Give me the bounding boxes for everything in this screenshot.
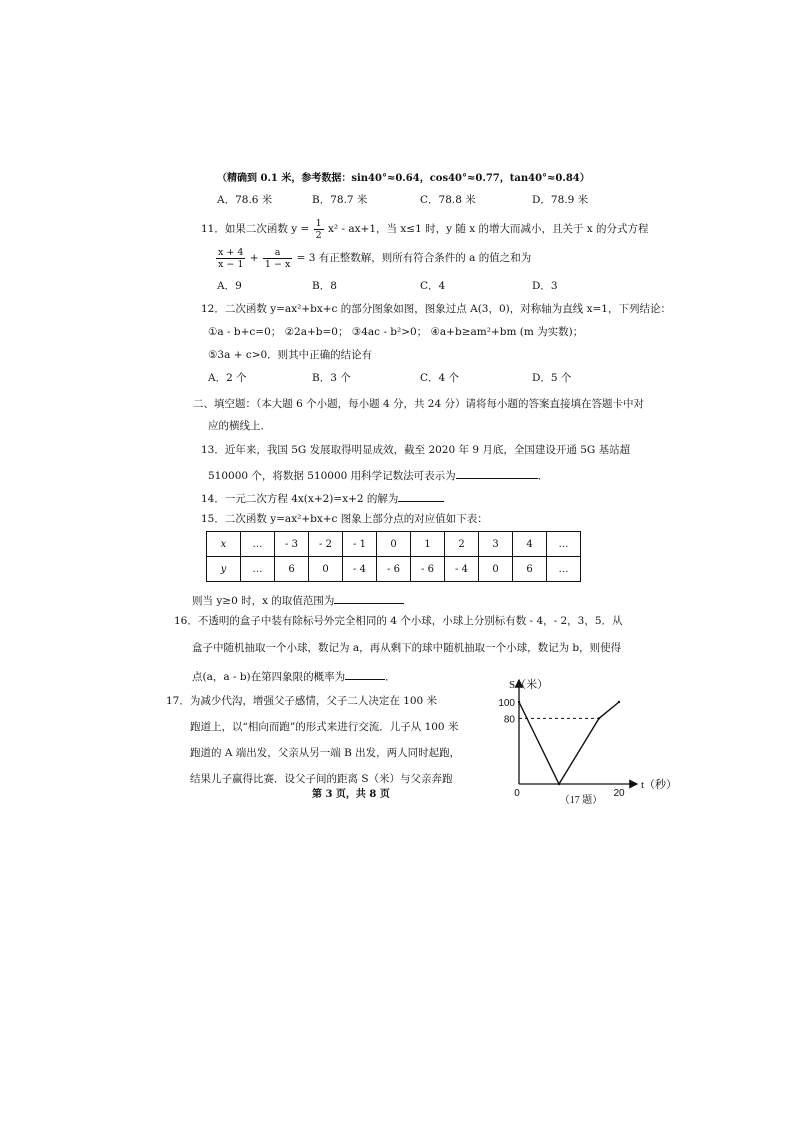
- chart-y-tick-100: 100: [498, 698, 515, 709]
- q11-frac2-den: 1 − x: [264, 258, 291, 270]
- table-cell: …: [241, 532, 275, 557]
- q15-stem: 15．二次函数 y=ax²+bx+c 图象上部分点的对应值如下表：: [201, 513, 488, 525]
- q17-distance-time-chart: [495, 672, 680, 804]
- chart-y-tick-80: 80: [503, 714, 515, 726]
- chart-caption: （17 题）: [559, 795, 603, 804]
- q11-stem: [201, 216, 649, 242]
- q12-line2: ①a - b+c=0； ②2a+b=0； ③4ac - b²>0； ④a+b≥am²+bm (m 为实数)；: [208, 326, 584, 338]
- table-cell: 2: [445, 532, 479, 557]
- q15-answer-blank[interactable]: [334, 592, 404, 604]
- q10-note: （精确到 0.1 米，参考数据：sin40°≈0.64，cos40°≈0.77，tan40°≈0.84）: [217, 173, 590, 184]
- q12-option-d: D．5 个: [532, 372, 572, 384]
- q10-option-d: D．78.9 米: [532, 194, 589, 206]
- table-cell: 0: [479, 557, 513, 582]
- q11-frac1-den: x − 1: [218, 258, 244, 270]
- q17-line3: 跑道的 A 端出发，父亲从另一端 B 出发，两人同时起跑，: [190, 747, 461, 759]
- q13-end: ．: [537, 470, 549, 482]
- q11-frac2-num: a: [263, 247, 292, 259]
- q11-option-c: C．4: [420, 280, 446, 292]
- table-row: [207, 532, 581, 557]
- q15-after: [192, 592, 404, 608]
- table-cell: 0: [309, 557, 343, 582]
- table-cell: …: [547, 557, 581, 582]
- table-cell: x: [207, 532, 241, 557]
- chart-point: [618, 701, 620, 703]
- table-cell: - 6: [377, 557, 411, 582]
- table-cell: - 2: [309, 532, 343, 557]
- q11-half-fraction: [314, 218, 324, 241]
- q12-option-b: B．3 个: [312, 372, 351, 384]
- table-cell: …: [241, 557, 275, 582]
- q14-text: 14．一元二次方程 4x(x+2)=x+2 的解为: [201, 493, 399, 505]
- q17-line1: 17．为减少代沟，增强父子感情，父子二人决定在 100 米: [166, 695, 438, 707]
- q11-text-b: x² - ax+1，当 x≤1 时，y 随 x 的增大而减小，且关于 x 的分式方程: [328, 223, 649, 235]
- q11-fraction-1: [216, 247, 245, 270]
- page-footer: 第 3 页，共 8 页: [312, 789, 390, 800]
- table-cell: …: [547, 532, 581, 557]
- q17-line4: 结果儿子赢得比赛．设父子间的距离 S（米）与父亲奔跑: [190, 773, 453, 785]
- q14-answer-blank[interactable]: [398, 490, 444, 502]
- chart-point: [518, 701, 520, 703]
- q15-value-table: [206, 531, 581, 582]
- q11-fraction-2: [263, 247, 292, 270]
- chart-x-label: t（秒）: [641, 779, 678, 791]
- table-cell: 4: [513, 532, 547, 557]
- table-cell: 6: [275, 557, 309, 582]
- q11-equation: [215, 245, 531, 271]
- q13-answer-blank[interactable]: [456, 467, 538, 479]
- table-cell: y: [207, 557, 241, 582]
- q11-text-c: = 3 有正整数解，则所有符合条件的 a 的值之和为: [296, 252, 532, 264]
- table-row: [207, 557, 581, 582]
- chart-y-label: S（米）: [509, 679, 549, 691]
- chart-x-tick-20: 20: [613, 788, 625, 799]
- q14-line: [201, 490, 444, 506]
- q11-half-num: 1: [315, 217, 322, 229]
- q17-line2: 跑道上，以“相向而跑”的形式来进行交流．儿子从 100 米: [190, 721, 459, 733]
- q13-line2: [208, 467, 548, 483]
- chart-point: [598, 717, 600, 719]
- table-cell: 6: [513, 557, 547, 582]
- q16-line3: [192, 668, 396, 684]
- q11-half-den: 2: [315, 229, 322, 241]
- q13-text: 510000 个，将数据 510000 用科学记数法可表示为: [208, 470, 456, 482]
- table-cell: - 3: [275, 532, 309, 557]
- chart-x-tick-0: 0: [514, 788, 520, 799]
- q11-text-a: 11．如果二次函数 y =: [201, 223, 310, 235]
- q16-answer-blank[interactable]: [345, 668, 385, 680]
- q11-plus: +: [249, 252, 259, 264]
- table-cell: - 1: [343, 532, 377, 557]
- q12-stem: 12．二次函数 y=ax²+bx+c 的部分图象如图，图象过点 A(3，0)，对称轴为直线 x=1，下列结论：: [201, 303, 671, 315]
- table-cell: - 6: [411, 557, 445, 582]
- q11-option-a: A．9: [217, 280, 242, 292]
- table-cell: - 4: [343, 557, 377, 582]
- q10-option-c: C．78.8 米: [420, 194, 476, 206]
- q11-option-b: B．8: [312, 280, 337, 292]
- chart-point: [558, 783, 560, 785]
- q16-line2: 盒子中随机抽取一个小球，数记为 a，再从剩下的球中随机抽取一个小球，数记为 b，则使得: [192, 642, 622, 654]
- table-cell: 0: [377, 532, 411, 557]
- q12-option-c: C．4 个: [420, 372, 460, 384]
- q11-option-d: D．3: [532, 280, 558, 292]
- section2-heading-line1: 二、填空题：（本大题 6 个小题，每小题 4 分，共 24 分）请将每小题的答案直接填在答题卡中对: [193, 398, 644, 410]
- q12-line3: ⑤3a + c>0．则其中正确的结论有: [208, 349, 373, 361]
- q16-line1: 16．不透明的盒子中装有除标号外完全相同的 4 个小球，小球上分别标有数 - 4，- 2，3，5．从: [174, 615, 623, 627]
- q16-text: 点(a，a - b)在第四象限的概率为: [192, 671, 346, 683]
- q10-option-b: B．78.7 米: [312, 194, 368, 206]
- q12-option-a: A．2 个: [208, 372, 247, 384]
- section2-heading-line2: 应的横线上．: [208, 420, 271, 432]
- q11-frac1-num: x + 4: [218, 246, 244, 258]
- q10-option-a: A．78.6 米: [217, 194, 273, 206]
- table-cell: 3: [479, 532, 513, 557]
- table-cell: 1: [411, 532, 445, 557]
- chart-series-line: [519, 702, 619, 784]
- q13-line1: 13．近年来，我国 5G 发展取得明显成效，截至 2020 年 9 月底，全国建设开通 5G 基站超: [201, 444, 631, 456]
- q15-after-text: 则当 y≥0 时，x 的取值范围为: [192, 595, 335, 607]
- q16-end: ．: [385, 671, 396, 683]
- table-cell: - 4: [445, 557, 479, 582]
